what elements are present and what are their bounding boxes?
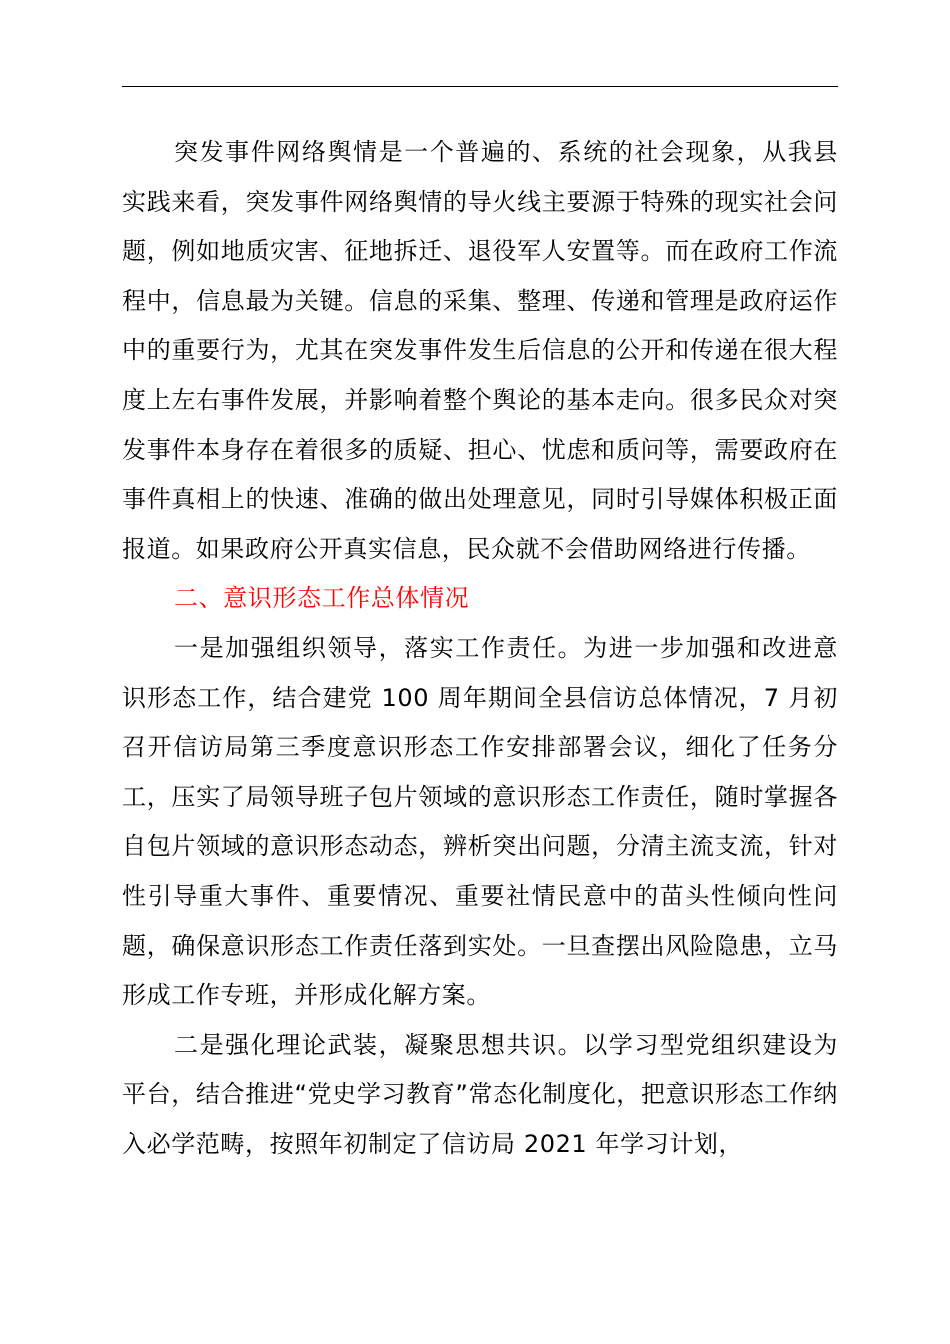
document-body bbox=[122, 128, 838, 1169]
section-heading: 二、意识形态工作总体情况 bbox=[174, 584, 470, 613]
paragraph-organization: 一是加强组织领导，落实工作责任。为进一步加强和改进意识形态工作，结合建党 100 周年期间全县信访总体情况，7 月初召开信访局第三季度意识形态工作安排部署会议，细化了任务分工，压实了局领导班子包片领域的意识形态工作责任，随时掌握各自包片领域的意识形态动态，辨析突出问题，分清主流支流，针对性引导重大事件、重要情况、重要社情民意中的苗头性倾向性问题，确保意识形态工作责任落到实处。一旦查摆出风险隐患，立马形成工作专班，并形成化解方案。 bbox=[122, 633, 838, 1010]
paragraph-intro: 突发事件网络舆情是一个普遍的、系统的社会现象，从我县实践来看，突发事件网络舆情的导火线主要源于特殊的现实社会问题，例如地质灾害、征地拆迁、退役军人安置等。而在政府工作流程中，信息最为关键。信息的采集、整理、传递和管理是政府运作中的重要行为，尤其在突发事件发生后信息的公开和传递在很大程度上左右事件发展，并影响着整个舆论的基本走向。很多民众对突发事件本身存在着很多的质疑、担心、忧虑和质问等，需要政府在事件真相上的快速、准确的做出处理意见，同时引导媒体积极正面报道。如果政府公开真实信息，民众就不会借助网络进行传播。 bbox=[122, 138, 838, 563]
paragraph-theory: 二是强化理论武装，凝聚思想共识。以学习型党组织建设为平台，结合推进“党史学习教育”常态化制度化，把意识形态工作纳入必学范畴，按照年初制定了信访局 2021 年学习计划， bbox=[122, 1030, 838, 1158]
header-divider bbox=[122, 86, 838, 87]
